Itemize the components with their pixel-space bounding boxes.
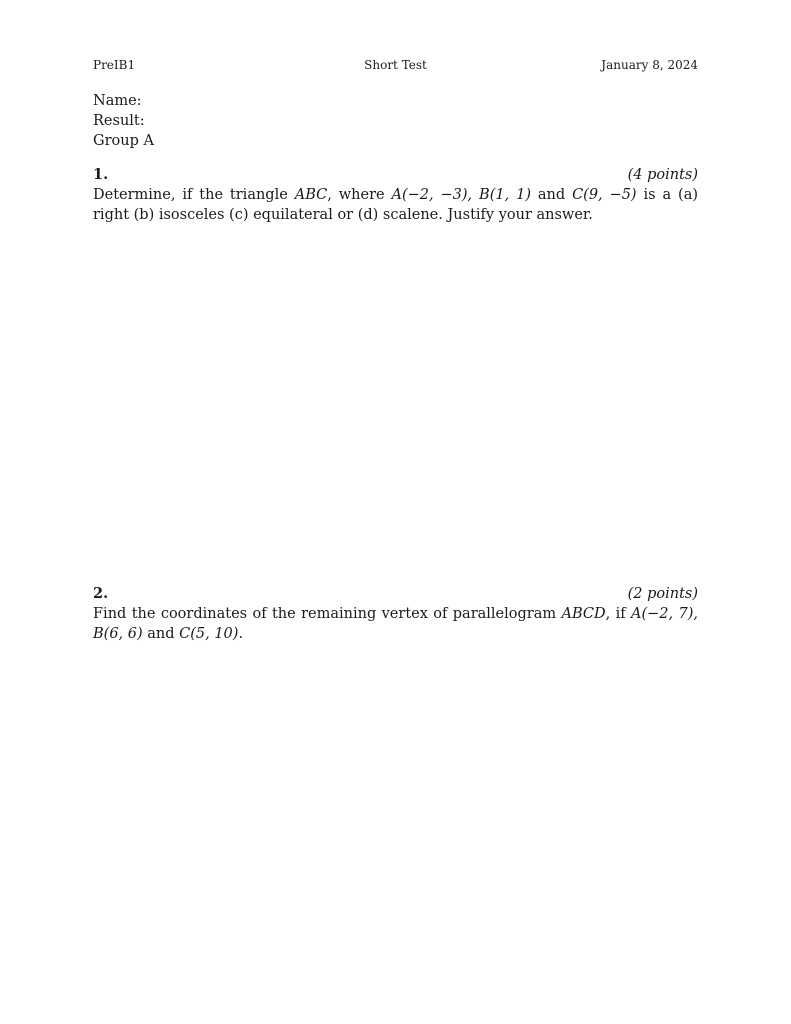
problem-1-text-part: is a (a) right (b) isosceles (c) equilateral or (d) scalene. Justify your answer. bbox=[93, 187, 698, 223]
problem-2-math: A(−2, 7), B(6, 6) bbox=[93, 606, 699, 642]
course-code: PreIB1 bbox=[93, 58, 136, 72]
problem-1-text-part: Determine, if the triangle bbox=[93, 187, 295, 203]
problem-1-header bbox=[93, 165, 698, 185]
group-label: Group A bbox=[93, 133, 154, 149]
problem-2-statement bbox=[93, 604, 698, 644]
running-header bbox=[93, 57, 698, 73]
problem-1-math: C(9, −5) bbox=[572, 187, 637, 203]
problem-2-math: ABCD bbox=[561, 606, 606, 622]
problem-1-points: (4 points) bbox=[627, 167, 698, 183]
problem-2-points: (2 points) bbox=[627, 586, 698, 602]
problem-1-text-part: , where bbox=[327, 187, 392, 203]
exam-page bbox=[93, 0, 698, 1024]
problem-2-text-part: , if bbox=[605, 606, 632, 622]
problem-2-text-part: . bbox=[238, 626, 244, 642]
problem-2-text-part: Find the coordinates of the remaining vertex of parallelogram bbox=[93, 606, 562, 622]
problem-2 bbox=[93, 584, 698, 644]
problem-2-math: C(5, 10) bbox=[179, 626, 239, 642]
problem-1-text-part: and bbox=[530, 187, 573, 203]
problem-1 bbox=[93, 165, 698, 225]
problem-2-number: 2. bbox=[93, 585, 109, 602]
name-label: Name: bbox=[93, 93, 142, 109]
problem-2-text-part: and bbox=[142, 626, 180, 642]
problem-1-math: ABC bbox=[294, 187, 328, 203]
problem-1-number: 1. bbox=[93, 166, 109, 183]
student-info bbox=[93, 91, 154, 151]
test-title: Short Test bbox=[364, 58, 427, 72]
problem-1-math: A(−2, −3), B(1, 1) bbox=[391, 187, 531, 203]
problem-1-statement bbox=[93, 185, 698, 225]
problem-2-header bbox=[93, 584, 698, 604]
result-label: Result: bbox=[93, 113, 145, 129]
test-date: January 8, 2024 bbox=[601, 58, 698, 72]
